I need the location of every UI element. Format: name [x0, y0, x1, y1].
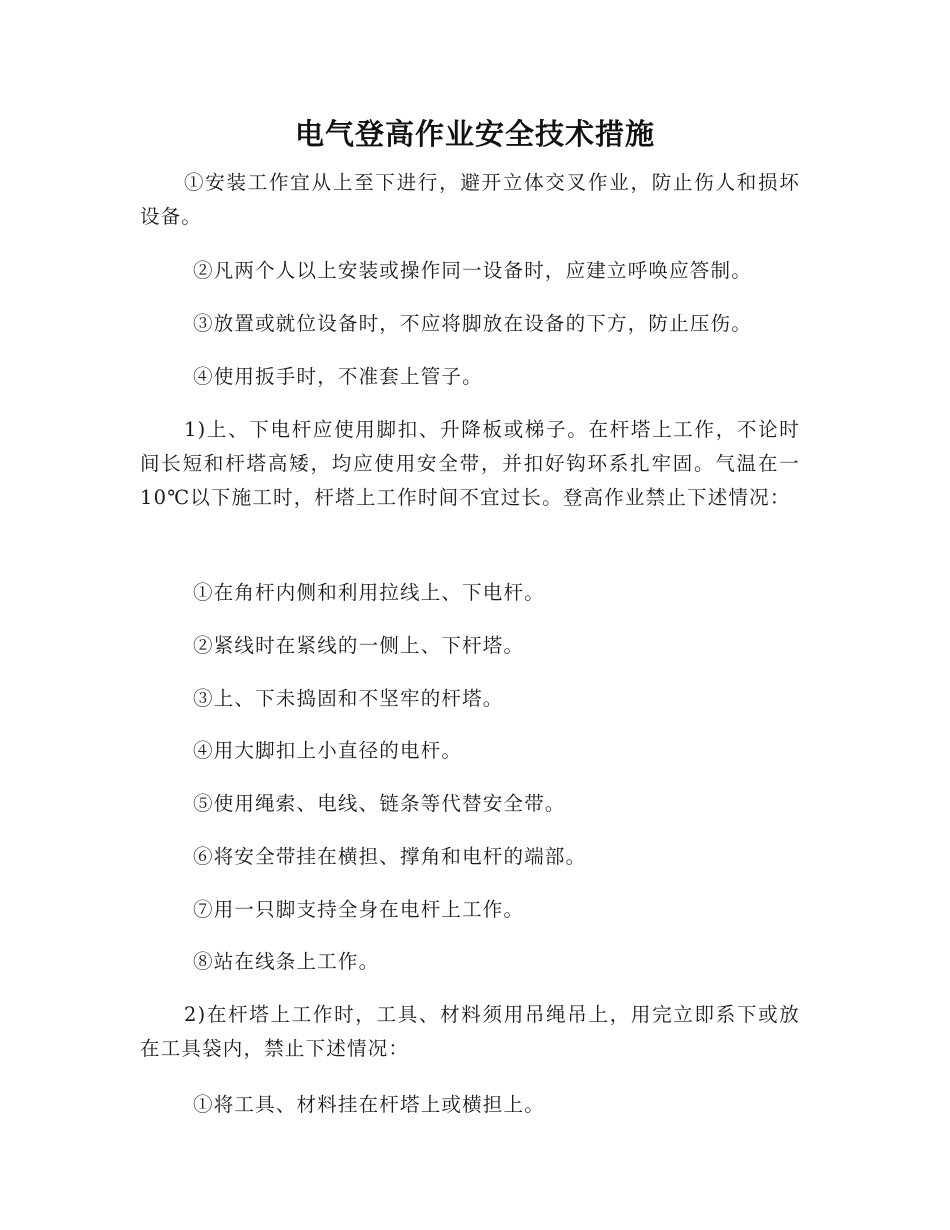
section1-paragraph: 1)上、下电杆应使用脚扣、升降板或梯子。在杆塔上工作，不论时间长短和杆塔高矮，均应使用安全带，并扣好钩环系扎牢固。气温在一10℃以下施工时，杆塔上工作时间不宜过长。登高作业禁止下述情况：	[140, 418, 800, 509]
intro-item-1: ①安装工作宜从上至下进行，避开立体交叉作业，防止伤人和损坏设备。	[140, 171, 800, 228]
document-title: 电气登高作业安全技术措施	[294, 117, 655, 151]
section1-item-3: ③上、下未捣固和不坚牢的杆塔。	[193, 687, 504, 710]
intro-item-2: ②凡两个人以上安装或操作同一设备时，应建立呼唤应答制。	[193, 259, 752, 282]
section2-paragraph: 2)在杆塔上工作时，工具、材料须用吊绳吊上，用完立即系下或放在工具袋内，禁止下述情况：	[140, 1003, 800, 1060]
section1-item-8: ⑧站在线条上工作。	[193, 950, 380, 973]
intro-item-4: ④使用扳手时，不准套上管子。	[193, 365, 483, 388]
intro-item-3: ③放置或就位设备时，不应将脚放在设备的下方，防止压伤。	[193, 312, 752, 335]
section1-item-5: ⑤使用绳索、电线、链条等代替安全带。	[193, 792, 566, 815]
section1-item-2: ②紧线时在紧线的一侧上、下杆塔。	[193, 634, 525, 657]
section1-item-1: ①在角杆内侧和利用拉线上、下电杆。	[193, 581, 545, 604]
section1-item-7: ⑦用一只脚支持全身在电杆上工作。	[193, 898, 525, 921]
section1-item-4: ④用大脚扣上小直径的电杆。	[193, 739, 463, 762]
section1-item-6: ⑥将安全带挂在横担、撑角和电杆的端部。	[193, 845, 587, 868]
section2-item-1: ①将工具、材料挂在杆塔上或横担上。	[193, 1093, 545, 1116]
